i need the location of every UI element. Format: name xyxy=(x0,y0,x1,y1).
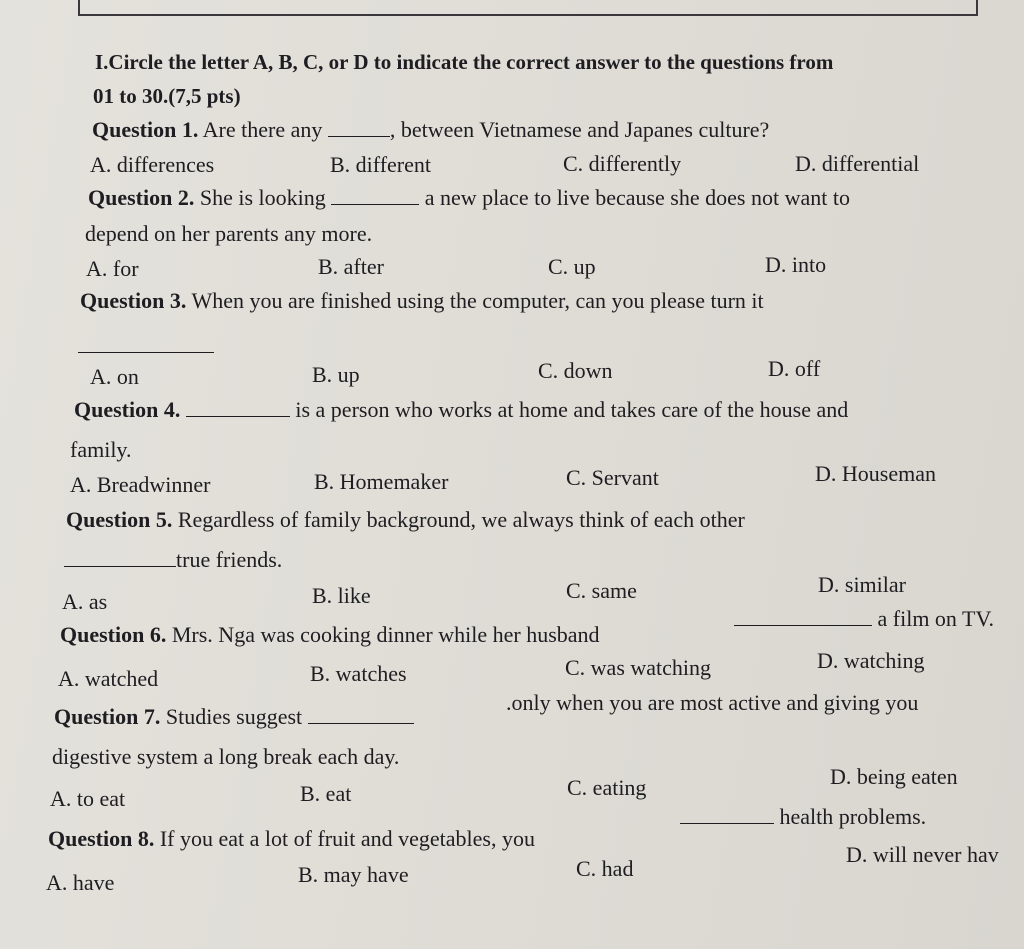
q7-option-c[interactable]: C. eating xyxy=(567,775,647,800)
answer-blank xyxy=(308,723,414,724)
q2-option-a[interactable]: A. for xyxy=(86,256,139,281)
q4-option-c[interactable]: C. Servant xyxy=(566,465,659,490)
answer-blank xyxy=(78,326,214,353)
q6-option-c[interactable]: C. was watching xyxy=(565,655,712,680)
instruction-line-2: 01 to 30.(7,5 pts) xyxy=(93,84,241,108)
question-label: Question 7. xyxy=(54,704,161,729)
answer-blank xyxy=(331,204,419,205)
q2-option-b[interactable]: B. after xyxy=(318,254,384,279)
answer-blank xyxy=(680,823,774,824)
q1-option-a[interactable]: A. differences xyxy=(90,152,215,177)
q5-option-a[interactable]: A. as xyxy=(62,589,108,614)
question-label: Question 8. xyxy=(48,826,155,851)
question-5: Question 5. Regardless of family background, we always think of each other xyxy=(66,507,745,532)
q1-option-c[interactable]: C. differently xyxy=(563,151,682,176)
question-4-line-2: family. xyxy=(70,437,132,462)
q7-option-a[interactable]: A. to eat xyxy=(50,786,126,811)
q6-option-d[interactable]: D. watching xyxy=(817,648,925,673)
question-7-tail: .only when you are most active and giving you xyxy=(506,690,919,715)
header-box-border xyxy=(78,0,978,16)
q7-option-d[interactable]: D. being eaten xyxy=(830,764,958,789)
q5-option-c[interactable]: C. same xyxy=(566,578,637,603)
q8-option-b[interactable]: B. may have xyxy=(298,862,409,887)
question-6: Question 6. Mrs. Nga was cooking dinner while her husband xyxy=(60,622,600,647)
question-8-tail: health problems. xyxy=(680,804,926,830)
q2-option-d[interactable]: D. into xyxy=(765,252,827,277)
answer-blank xyxy=(328,136,390,137)
question-2: Question 2. She is looking a new place to live because she does not want to xyxy=(88,185,850,210)
question-label: Question 1. xyxy=(92,117,199,142)
q3-option-b[interactable]: B. up xyxy=(312,362,360,387)
q1-option-b[interactable]: B. different xyxy=(330,152,432,177)
answer-blank xyxy=(64,566,176,567)
question-7-line-2: digestive system a long break each day. xyxy=(52,744,400,769)
question-label: Question 4. xyxy=(74,397,181,422)
q8-option-d[interactable]: D. will never hav xyxy=(846,842,999,867)
question-3-blank-line xyxy=(78,326,214,353)
question-5-line-2: true friends. xyxy=(64,547,282,573)
q5-option-b[interactable]: B. like xyxy=(312,583,371,608)
question-1: Question 1. Are there any , between Vietnamese and Japanes culture? xyxy=(92,117,770,142)
q7-option-b[interactable]: B. eat xyxy=(300,781,352,806)
question-7: Question 7. Studies suggest xyxy=(54,704,414,730)
q6-option-a[interactable]: A. watched xyxy=(58,666,159,691)
question-label: Question 5. xyxy=(66,507,173,532)
q3-option-d[interactable]: D. off xyxy=(768,356,821,381)
question-label: Question 6. xyxy=(60,622,167,647)
q6-option-b[interactable]: B. watches xyxy=(310,661,407,686)
question-3: Question 3. When you are finished using the computer, can you please turn it xyxy=(80,288,764,313)
question-label: Question 3. xyxy=(80,288,187,313)
q5-option-d[interactable]: D. similar xyxy=(818,572,906,597)
question-6-tail: a film on TV. xyxy=(734,606,994,632)
q4-option-d[interactable]: D. Houseman xyxy=(815,461,936,486)
question-4: Question 4. is a person who works at home and takes care of the house and xyxy=(74,397,849,422)
question-2-line-2: depend on her parents any more. xyxy=(85,221,373,246)
question-label: Question 2. xyxy=(88,185,195,210)
answer-blank xyxy=(186,416,290,417)
question-8: Question 8. If you eat a lot of fruit and vegetables, you xyxy=(48,826,535,851)
q3-option-a[interactable]: A. on xyxy=(90,364,139,389)
q8-option-c[interactable]: C. had xyxy=(576,856,634,881)
q2-option-c[interactable]: C. up xyxy=(548,254,596,279)
q3-option-c[interactable]: C. down xyxy=(538,358,613,383)
instruction-line-1: I.Circle the letter A, B, C, or D to indicate the correct answer to the questions from xyxy=(95,50,834,74)
answer-blank xyxy=(734,625,872,626)
q1-option-d[interactable]: D. differential xyxy=(795,151,920,176)
q4-option-a[interactable]: A. Breadwinner xyxy=(70,472,211,497)
q4-option-b[interactable]: B. Homemaker xyxy=(314,469,449,494)
q8-option-a[interactable]: A. have xyxy=(46,870,115,895)
